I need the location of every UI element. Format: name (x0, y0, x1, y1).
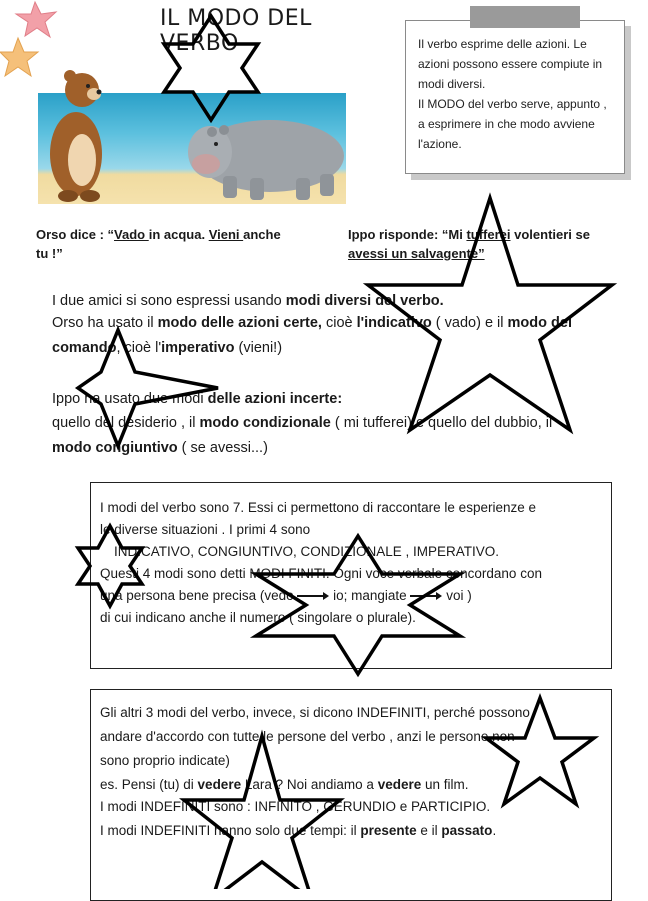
box-line: Gli altri 3 modi del verbo, invece, si dicono INDEFINITI, perché possono (100, 705, 530, 720)
para-bold: comando (52, 340, 117, 356)
box-line: andare d'accordo con tutte le persone del verbo , anzi le persone non (100, 729, 515, 744)
page-title: IL MODO DEL VERBO (160, 6, 312, 56)
indefinite-modes-text (100, 702, 606, 842)
note-line: Il verbo esprime delle azioni. Le (418, 37, 587, 51)
para-text: Ippo ha usato due modi (52, 391, 208, 407)
arrow-right-icon (410, 591, 442, 601)
box-line: un film. (421, 777, 469, 792)
bear-icon (50, 70, 102, 202)
note-line: modi diversi. (418, 77, 486, 91)
box-line: e il (416, 823, 442, 838)
box-line: I modi del verbo sono 7. Essi ci permettono di raccontare le esperienze e (100, 500, 536, 515)
animals-illustration (38, 64, 348, 206)
para-bold: modi diversi del verbo. (285, 293, 444, 309)
tape-decoration (470, 6, 580, 28)
para-bold: delle azioni incerte: (207, 391, 343, 407)
note-line: azioni possono essere compiute in (418, 57, 603, 71)
para-bold: modo del (507, 315, 572, 331)
box-bold: presente (360, 823, 417, 838)
box-line: sono proprio indicate) (100, 753, 230, 768)
para-text: ( vado) e il (431, 315, 508, 331)
ippo-verb-tufferei: tufferei (466, 227, 511, 242)
paragraph-certain-modes (52, 290, 632, 359)
box-line: es. Pensi (tu) di (100, 777, 198, 792)
ippo-text: Ippo risponde: “Mi (348, 227, 467, 242)
box-line: Questi 4 modi sono detti MODI FINITI. Ogni voce verbale concordano con (100, 566, 542, 581)
orso-text: tu !” (36, 246, 63, 261)
orso-text: anche (243, 227, 281, 242)
box-bold: vedere (197, 777, 242, 792)
orso-text: in acqua. (148, 227, 209, 242)
para-text: Orso ha usato il (52, 315, 158, 331)
paragraph-uncertain-modes (52, 388, 632, 459)
box-line: Lara ? Noi andiamo a (241, 777, 378, 792)
note-line: l'azione. (418, 137, 462, 151)
definition-note-text (418, 34, 616, 154)
pink-starfish-icon (16, 2, 56, 37)
orso-dialog (36, 225, 336, 263)
para-bold: modo delle azioni certe, (157, 315, 322, 331)
finite-modes-text (100, 497, 606, 629)
box-bold: vedere (377, 777, 422, 792)
note-line: a esprimere in che modo avviene (418, 117, 595, 131)
para-text: , cioè l' (116, 340, 162, 356)
para-text: ( mi tufferei) e quello del dubbio, il (330, 415, 553, 431)
box-line: INDICATIVO, CONGIUNTIVO, CONDIZIONALE , IMPERATIVO. (114, 544, 500, 559)
box-line: . (492, 823, 497, 838)
para-text: ( se avessi...) (177, 440, 268, 456)
para-bold: modo congiuntivo (52, 440, 178, 456)
box-line: voi ) (442, 588, 472, 603)
para-text: I due amici si sono espressi usando (52, 293, 286, 309)
para-text: cioè (321, 315, 357, 331)
orso-text: Orso dice : “ (36, 227, 115, 242)
box-line: le diverse situazioni . I primi 4 sono (100, 522, 311, 537)
para-text: quello del desiderio , il (52, 415, 200, 431)
ippo-verb-avessi: avessi un salvagente” (348, 246, 485, 261)
box-bold: passato (441, 823, 493, 838)
box-line: di cui indicano anche il numero ( singolare o plurale). (100, 610, 416, 625)
para-bold: l'indicativo (356, 315, 432, 331)
box-line: I modi INDEFINITI sono : INFINITO , GERUNDIO e PARTICIPIO. (100, 799, 491, 814)
box-line: una persona bene precisa (vedo (100, 588, 298, 603)
para-bold: modo condizionale (199, 415, 331, 431)
arrow-right-icon (297, 591, 329, 601)
box-line: I modi INDEFINITI hanno solo due tempi: il (100, 823, 361, 838)
para-bold: imperativo (161, 340, 235, 356)
orso-verb-vado: Vado (114, 227, 149, 242)
para-text: (vieni!) (234, 340, 283, 356)
ippo-text: volentieri se (510, 227, 590, 242)
hippo-icon (188, 120, 344, 200)
note-line: Il MODO del verbo serve, appunto , (418, 97, 607, 111)
box-line: io; mangiate (329, 588, 411, 603)
orso-verb-vieni: Vieni (208, 227, 244, 242)
orange-starfish-icon (0, 38, 38, 76)
ippo-dialog (348, 225, 638, 263)
